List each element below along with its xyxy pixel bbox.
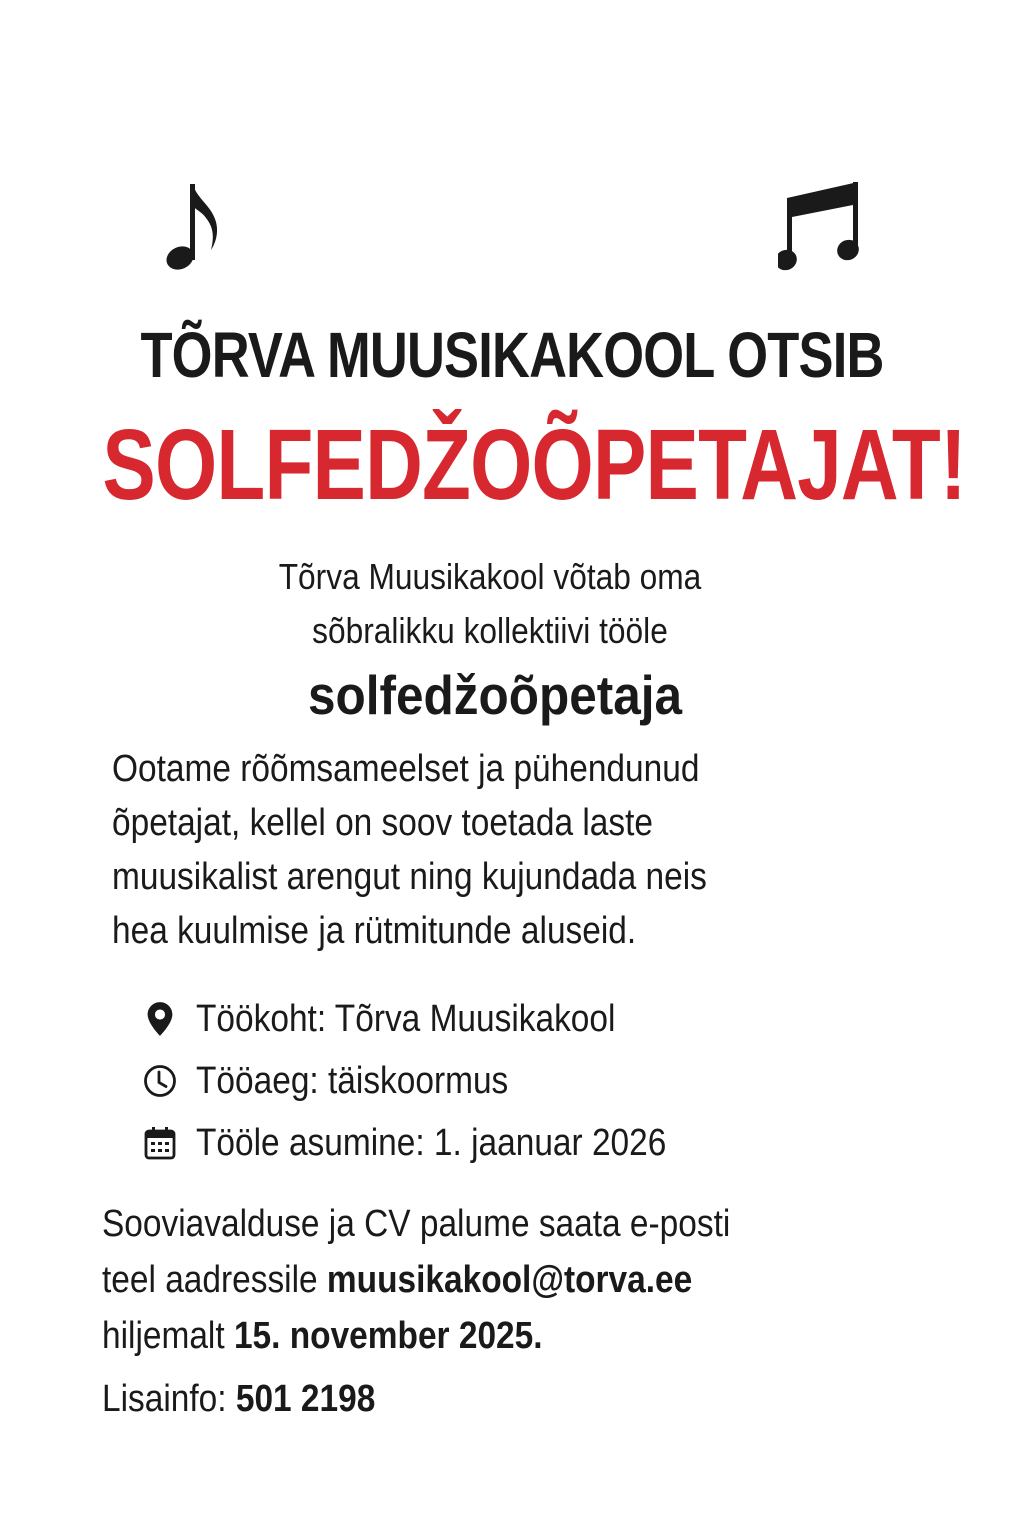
beamed-eighth-notes-icon <box>778 172 868 272</box>
email-link[interactable]: muusikakool@torva.ee <box>326 1259 693 1301</box>
application-line-3-prefix: hiljemalt <box>102 1315 234 1357</box>
eighth-note-icon <box>160 172 240 277</box>
job-details-list <box>140 988 900 1174</box>
contact-info <box>102 1378 375 1421</box>
role-title: solfedžoõpetaja <box>307 664 683 726</box>
application-line-2 <box>102 1252 912 1308</box>
detail-startdate <box>140 1112 900 1174</box>
calendar-icon <box>140 1123 180 1163</box>
deadline-date: 15. november 2025. <box>233 1315 543 1357</box>
intro-text <box>59 550 921 658</box>
intro-line-2: sõbralikku kollektiivi tööle <box>312 610 668 651</box>
job-description <box>112 742 886 958</box>
detail-worktime <box>140 1050 900 1112</box>
detail-workplace <box>140 988 900 1050</box>
contact-label: Lisainfo: <box>102 1378 236 1420</box>
description-line: hea kuulmise ja rütmitunde aluseid. <box>112 910 637 952</box>
description-line: õpetajat, kellel on soov toetada laste <box>112 802 653 844</box>
description-line: muusikalist arengut ning kujundada neis <box>112 856 707 898</box>
application-instructions <box>102 1196 912 1364</box>
intro-line-1: Tõrva Muusikakool võtab oma <box>278 556 702 597</box>
application-line-3 <box>102 1308 912 1364</box>
phone-number[interactable]: 501 2198 <box>235 1378 376 1420</box>
detail-workplace-text: Töökoht: Tõrva Muusikakool <box>196 997 616 1040</box>
detail-startdate-text: Tööle asumine: 1. jaanuar 2026 <box>196 1121 667 1164</box>
headline-position: SOLFEDŽOÕPETAJAT! <box>102 409 966 521</box>
application-line-1: Sooviavalduse ja CV palume saata e-posti <box>102 1203 731 1245</box>
description-line: Ootame rõõmsameelset ja pühendunud <box>112 748 700 790</box>
location-pin-icon <box>140 999 180 1039</box>
headline-title: TÕRVA MUUSIKAKOOL OTSIB <box>140 319 884 391</box>
detail-worktime-text: Tööaeg: täiskoormus <box>196 1059 509 1102</box>
clock-icon <box>140 1061 180 1101</box>
application-line-2-prefix: teel aadressile <box>102 1259 327 1301</box>
